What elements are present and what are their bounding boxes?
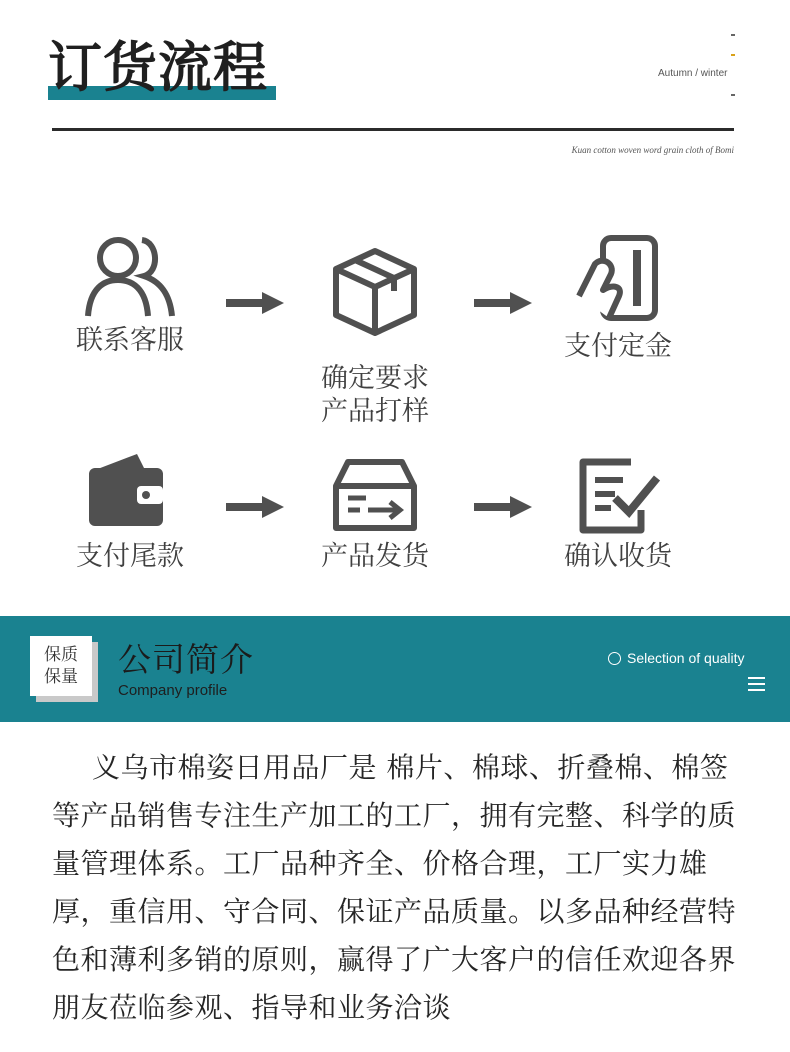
quality-tag (608, 650, 745, 666)
delivery-icon (332, 458, 418, 534)
page-title: 订货流程 (48, 36, 268, 99)
step-label: 产品发货 (321, 541, 429, 572)
step-label: 确认收货 (564, 541, 672, 572)
quality-badge (30, 636, 92, 696)
section-title: 公司简介 (118, 640, 254, 679)
step-label: 确定要求 产品打样 (321, 363, 429, 427)
step-label: 支付尾款 (76, 541, 184, 572)
season-dash-gold (731, 54, 735, 56)
step-confirm-receipt (538, 458, 698, 573)
box-icon (330, 247, 420, 337)
circle-icon (608, 652, 621, 665)
users-icon (80, 232, 180, 318)
season-text: Autumn / winter (658, 68, 728, 79)
season-dash-bottom (731, 94, 735, 96)
quality-text: Selection of quality (627, 650, 745, 666)
step-ship-product (295, 458, 455, 573)
header-divider (52, 128, 734, 131)
company-description: 义乌市棉姿日用品厂是 棉片、棉球、折叠棉、棉签等产品销售专注生产加工的工厂，拥有完整、科学的质量管理体系。工厂品种齐全、价格合理，工厂实力雄厚，重信用、守合同、保证产品质量。以多品种经营特色和薄利多销的原则，赢得了广大客户的信任欢迎各界朋友莅临参观、指导和业务洽谈 (52, 751, 737, 1024)
step-label: 支付定金 (564, 331, 672, 362)
arrow-icon (474, 292, 532, 314)
badge-line: 保量 (44, 667, 78, 687)
step-contact-service (50, 232, 210, 357)
checklist-icon (575, 458, 661, 534)
menu-icon[interactable] (748, 677, 765, 691)
arrow-icon (226, 292, 284, 314)
card-hand-icon (573, 234, 663, 324)
arrow-icon (226, 496, 284, 518)
section-subtitle: Company profile (118, 682, 228, 699)
script-tagline: Kuan cotton woven word grain cloth of Bomi (571, 145, 734, 155)
step-pay-deposit (538, 234, 698, 363)
step-confirm-sample (295, 228, 455, 447)
step-pay-balance (50, 452, 210, 573)
arrow-icon (474, 496, 532, 518)
season-dash-top (731, 34, 735, 36)
step-label: 联系客服 (76, 325, 184, 356)
badge-line: 保质 (44, 645, 78, 665)
wallet-icon (85, 452, 175, 532)
